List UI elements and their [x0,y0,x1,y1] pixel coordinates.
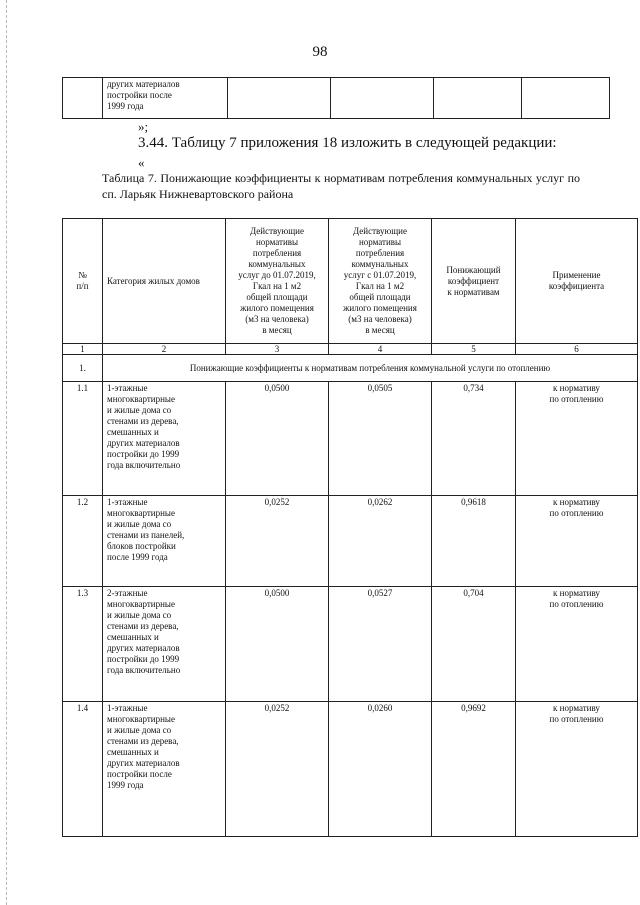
header-cell-coefficient: Понижающий коэффициент к нормативам [432,219,516,344]
row-application: к нормативу по отоплению [516,496,638,587]
row-application: к нормативу по отоплению [516,587,638,702]
section-row [63,355,638,382]
page-number: 98 [312,44,328,60]
table-cell: других материалов постройки после 1999 года [103,78,228,119]
row-number: 1.1 [63,382,103,496]
coefficients-table [62,218,638,837]
header-cell-category: Категория жилых домов [103,219,226,344]
table-header-row [63,219,638,344]
header-cell-norm-after: Действующие нормативы потребления коммунальных услуг с 01.07.2019, Гкал на 1 м2 общей площади жилого помещения (м3 на человека) в месяц [329,219,432,344]
row-coefficient: 0,734 [432,382,516,496]
table-row [63,587,638,702]
column-number: 3 [226,344,329,355]
row-application: к нормативу по отоплению [516,382,638,496]
column-number: 1 [63,344,103,355]
row-coefficient: 0,9618 [432,496,516,587]
row-norm-before: 0,0252 [226,496,329,587]
table-row [63,382,638,496]
header-cell-application: Применение коэффициента [516,219,638,344]
continued-table-fragment [62,77,610,119]
row-norm-before: 0,0500 [226,382,329,496]
binding-margin-line [6,0,7,905]
row-number: 1.4 [63,702,103,837]
table-caption: Таблица 7. Понижающие коэффициенты к нормативам потребления коммунальных услуг по сп. Ларьяк Нижневартовского района [102,171,580,201]
row-norm-before: 0,0252 [226,702,329,837]
header-cell-number: № п/п [63,219,103,344]
opening-quote: « [138,155,145,170]
table-row [63,496,638,587]
row-norm-after: 0,0262 [329,496,432,587]
section-number: 1. [63,355,103,382]
table-cell [434,78,522,119]
row-category: 1-этажные многоквартирные и жилые дома со стенами из дерева, смешанных и других материалов постройки после 1999 года [103,702,226,837]
row-number: 1.2 [63,496,103,587]
row-category: 2-этажные многоквартирные и жилые дома со стенами из дерева, смешанных и других материалов постройки до 1999 года включительно [103,587,226,702]
row-application: к нормативу по отоплению [516,702,638,837]
row-category: 1-этажные многоквартирные и жилые дома со стенами из панелей, блоков постройки после 1999 года [103,496,226,587]
row-number: 1.3 [63,587,103,702]
table-row [63,702,638,837]
row-coefficient: 0,704 [432,587,516,702]
table-cell [522,78,610,119]
row-coefficient: 0,9692 [432,702,516,837]
table-cell [63,78,103,119]
header-cell-norm-before: Действующие нормативы потребления коммунальных услуг до 01.07.2019, Гкал на 1 м2 общей площади жилого помещения (м3 на человека) в месяц [226,219,329,344]
section-title: Понижающие коэффициенты к нормативам потребления коммунальной услуги по отоплению [103,355,638,382]
column-number-row [63,344,638,355]
column-number: 4 [329,344,432,355]
row-norm-after: 0,0260 [329,702,432,837]
table-cell [228,78,331,119]
table-cell [331,78,434,119]
row-category: 1-этажные многоквартирные и жилые дома со стенами из дерева, смешанных и других материалов постройки до 1999 года включительно [103,382,226,496]
table-row [63,78,610,119]
row-norm-after: 0,0527 [329,587,432,702]
closing-quote: »; [138,119,149,134]
section-heading: 3.44. Таблицу 7 приложения 18 изложить в следующей редакции: [138,135,557,151]
column-number: 2 [103,344,226,355]
row-norm-after: 0,0505 [329,382,432,496]
row-norm-before: 0,0500 [226,587,329,702]
column-number: 6 [516,344,638,355]
column-number: 5 [432,344,516,355]
